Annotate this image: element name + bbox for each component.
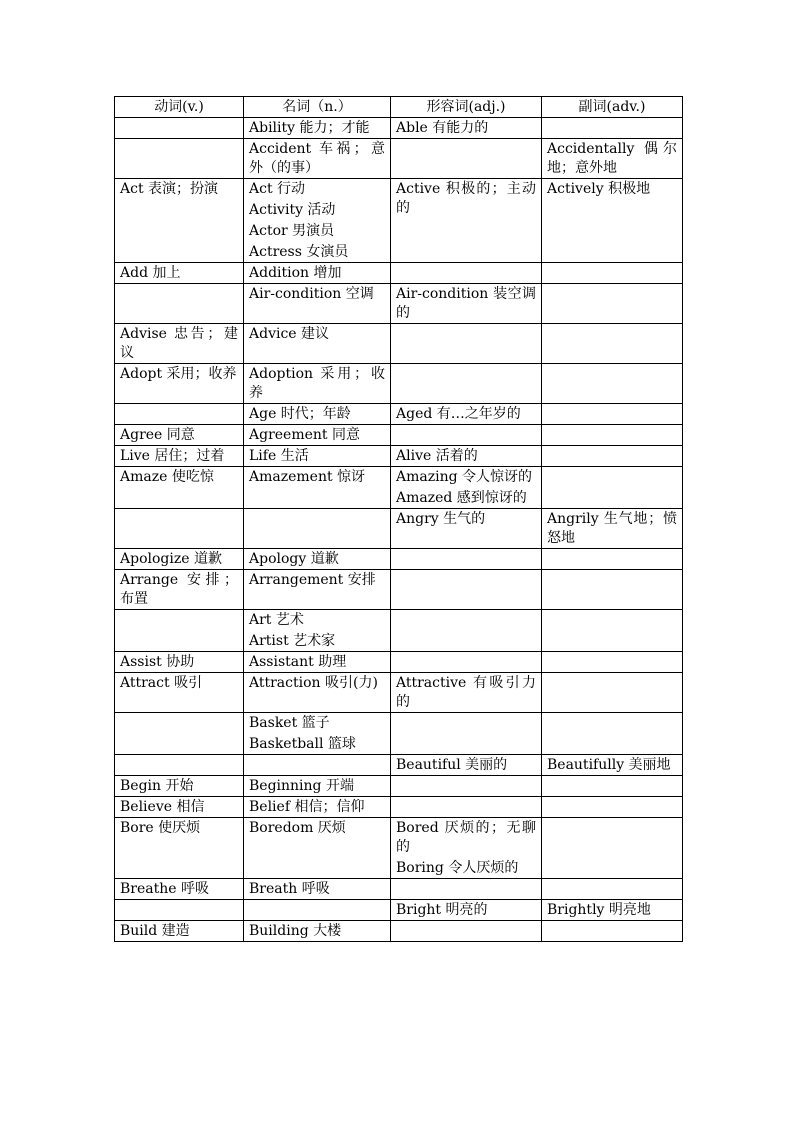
adjective-cell xyxy=(391,509,542,549)
word-entry: Breathe 呼吸 xyxy=(120,881,209,897)
verb-cell xyxy=(115,818,244,879)
noun-cell xyxy=(244,776,391,797)
table-row xyxy=(115,713,683,755)
table-row xyxy=(115,425,683,446)
noun-cell xyxy=(244,324,391,364)
word-entry: Attract 吸引 xyxy=(120,675,203,691)
adjective-cell xyxy=(391,610,542,652)
noun-cell xyxy=(244,404,391,425)
adverb-cell xyxy=(542,610,683,652)
adjective-cell xyxy=(391,755,542,776)
verb-cell xyxy=(115,776,244,797)
table-row xyxy=(115,610,683,652)
header-adjective: 形容词(adj.) xyxy=(391,97,542,118)
adjective-cell xyxy=(391,900,542,921)
header-row xyxy=(115,97,683,118)
header-verb: 动词(v.) xyxy=(115,97,244,118)
adjective-cell xyxy=(391,446,542,467)
table-row xyxy=(115,509,683,549)
adjective-cell xyxy=(391,818,542,879)
word-entry: Angry 生气的 xyxy=(396,511,486,527)
word-entry: Building 大楼 xyxy=(249,923,342,939)
adjective-cell xyxy=(391,179,542,263)
adverb-cell xyxy=(542,509,683,549)
word-entry: Bore 使厌烦 xyxy=(120,820,201,836)
word-entry: Attractive 有吸引力的 xyxy=(396,675,536,710)
table-row xyxy=(115,446,683,467)
adjective-cell xyxy=(391,284,542,324)
verb-cell xyxy=(115,755,244,776)
word-entry: Act 表演；扮演 xyxy=(120,181,219,197)
table-row xyxy=(115,879,683,900)
adverb-cell xyxy=(542,570,683,610)
adverb-cell xyxy=(542,467,683,509)
word-entry: Arrange 安排；布置 xyxy=(120,572,238,607)
word-entry: Basketball 篮球 xyxy=(249,736,356,752)
adverb-cell xyxy=(542,139,683,179)
word-entry: Art 艺术 xyxy=(249,612,304,628)
adverb-cell xyxy=(542,921,683,942)
word-entry: Amazing 令人惊讶的 xyxy=(396,469,533,485)
verb-cell xyxy=(115,118,244,139)
word-entry: Believe 相信 xyxy=(120,799,205,815)
adverb-cell xyxy=(542,818,683,879)
word-entry: Actor 男演员 xyxy=(249,223,335,239)
table-row xyxy=(115,139,683,179)
adjective-cell xyxy=(391,713,542,755)
adjective-cell xyxy=(391,425,542,446)
noun-cell xyxy=(244,467,391,509)
noun-cell xyxy=(244,652,391,673)
word-entry: Build 建造 xyxy=(120,923,190,939)
noun-cell xyxy=(244,673,391,713)
adverb-cell xyxy=(542,364,683,404)
word-entry: Amaze 使吃惊 xyxy=(120,469,214,485)
verb-cell xyxy=(115,549,244,570)
word-entry: Arrangement 安排 xyxy=(249,572,376,588)
adjective-cell xyxy=(391,467,542,509)
word-entry: Beginning 开端 xyxy=(249,778,354,794)
word-entry: Actively 积极地 xyxy=(547,181,651,197)
adjective-cell xyxy=(391,139,542,179)
table-row xyxy=(115,324,683,364)
table-row xyxy=(115,284,683,324)
word-forms-table xyxy=(114,96,683,942)
word-entry: Bright 明亮的 xyxy=(396,902,488,918)
adjective-cell xyxy=(391,549,542,570)
adverb-cell xyxy=(542,797,683,818)
table-row xyxy=(115,263,683,284)
vocabulary-page xyxy=(114,96,682,942)
verb-cell xyxy=(115,139,244,179)
verb-cell xyxy=(115,324,244,364)
adjective-cell xyxy=(391,404,542,425)
verb-cell xyxy=(115,404,244,425)
word-entry: Able 有能力的 xyxy=(396,120,489,136)
noun-cell xyxy=(244,446,391,467)
adverb-cell xyxy=(542,284,683,324)
word-entry: Active 积极的；主动的 xyxy=(396,181,536,216)
word-entry: Live 居住；过着 xyxy=(120,448,225,464)
word-entry: Ability 能力；才能 xyxy=(249,120,370,136)
word-entry: Air-condition 装空调的 xyxy=(396,286,536,321)
adverb-cell xyxy=(542,900,683,921)
word-entry: Actress 女演员 xyxy=(249,244,349,260)
word-entry: Air-condition 空调 xyxy=(249,286,374,302)
word-entry: Artist 艺术家 xyxy=(249,633,336,649)
verb-cell xyxy=(115,921,244,942)
noun-cell xyxy=(244,425,391,446)
header-adverb: 副词(adv.) xyxy=(542,97,683,118)
word-entry: Begin 开始 xyxy=(120,778,194,794)
word-entry: Act 行动 xyxy=(249,181,306,197)
noun-cell xyxy=(244,818,391,879)
word-entry: Attraction 吸引(力) xyxy=(249,675,378,691)
adverb-cell xyxy=(542,324,683,364)
noun-cell xyxy=(244,713,391,755)
noun-cell xyxy=(244,900,391,921)
word-entry: Apologize 道歉 xyxy=(120,551,222,567)
verb-cell xyxy=(115,425,244,446)
table-row xyxy=(115,900,683,921)
word-entry: Amazement 惊讶 xyxy=(249,469,366,485)
verb-cell xyxy=(115,900,244,921)
table-row xyxy=(115,921,683,942)
adverb-cell xyxy=(542,425,683,446)
noun-cell xyxy=(244,549,391,570)
word-entry: Assist 协助 xyxy=(120,654,195,670)
table-row xyxy=(115,467,683,509)
verb-cell xyxy=(115,879,244,900)
word-entry: Amazed 感到惊讶的 xyxy=(396,490,527,506)
word-entry: Agree 同意 xyxy=(120,427,195,443)
word-entry: Add 加上 xyxy=(120,265,181,281)
verb-cell xyxy=(115,610,244,652)
verb-cell xyxy=(115,284,244,324)
table-row xyxy=(115,652,683,673)
table-row xyxy=(115,570,683,610)
adverb-cell xyxy=(542,652,683,673)
word-entry: Boring 令人厌烦的 xyxy=(396,860,519,876)
table-row xyxy=(115,179,683,263)
table-row xyxy=(115,797,683,818)
noun-cell xyxy=(244,921,391,942)
table-row xyxy=(115,755,683,776)
word-entry: Basket 篮子 xyxy=(249,715,330,731)
word-entry: Addition 增加 xyxy=(249,265,342,281)
noun-cell xyxy=(244,364,391,404)
verb-cell xyxy=(115,570,244,610)
word-entry: Brightly 明亮地 xyxy=(547,902,651,918)
adverb-cell xyxy=(542,446,683,467)
adjective-cell xyxy=(391,263,542,284)
adverb-cell xyxy=(542,879,683,900)
adverb-cell xyxy=(542,179,683,263)
adjective-cell xyxy=(391,879,542,900)
word-entry: Apology 道歉 xyxy=(249,551,339,567)
noun-cell xyxy=(244,284,391,324)
table-row xyxy=(115,549,683,570)
adverb-cell xyxy=(542,549,683,570)
adverb-cell xyxy=(542,404,683,425)
word-entry: Aged 有…之年岁的 xyxy=(396,406,521,422)
adverb-cell xyxy=(542,118,683,139)
word-entry: Accident 车祸；意外（的事） xyxy=(249,141,385,176)
noun-cell xyxy=(244,263,391,284)
word-entry: Alive 活着的 xyxy=(396,448,478,464)
word-entry: Beautiful 美丽的 xyxy=(396,757,508,773)
verb-cell xyxy=(115,364,244,404)
adjective-cell xyxy=(391,364,542,404)
noun-cell xyxy=(244,509,391,549)
table-row xyxy=(115,818,683,879)
adjective-cell xyxy=(391,921,542,942)
table-row xyxy=(115,776,683,797)
word-entry: Agreement 同意 xyxy=(249,427,360,443)
verb-cell xyxy=(115,509,244,549)
adjective-cell xyxy=(391,776,542,797)
noun-cell xyxy=(244,879,391,900)
word-entry: Assistant 助理 xyxy=(249,654,347,670)
table-row xyxy=(115,673,683,713)
word-entry: Activity 活动 xyxy=(249,202,336,218)
word-entry: Advice 建议 xyxy=(249,326,330,342)
adverb-cell xyxy=(542,673,683,713)
verb-cell xyxy=(115,446,244,467)
word-entry: Adopt 采用；收养 xyxy=(120,366,237,382)
adverb-cell xyxy=(542,263,683,284)
verb-cell xyxy=(115,263,244,284)
noun-cell xyxy=(244,179,391,263)
verb-cell xyxy=(115,467,244,509)
noun-cell xyxy=(244,797,391,818)
verb-cell xyxy=(115,179,244,263)
word-entry: Boredom 厌烦 xyxy=(249,820,346,836)
word-entry: Age 时代；年龄 xyxy=(249,406,351,422)
table-body xyxy=(115,118,683,942)
table-row xyxy=(115,364,683,404)
adjective-cell xyxy=(391,797,542,818)
noun-cell xyxy=(244,610,391,652)
header-noun: 名词（n.） xyxy=(244,97,391,118)
word-entry: Life 生活 xyxy=(249,448,309,464)
word-entry: Beautifully 美丽地 xyxy=(547,757,671,773)
noun-cell xyxy=(244,755,391,776)
table-row xyxy=(115,118,683,139)
verb-cell xyxy=(115,652,244,673)
adjective-cell xyxy=(391,570,542,610)
adverb-cell xyxy=(542,755,683,776)
adjective-cell xyxy=(391,673,542,713)
verb-cell xyxy=(115,673,244,713)
noun-cell xyxy=(244,139,391,179)
verb-cell xyxy=(115,713,244,755)
adjective-cell xyxy=(391,652,542,673)
word-entry: Bored 厌烦的；无聊的 xyxy=(396,820,536,855)
word-entry: Angrily 生气地；愤怒地 xyxy=(547,511,677,546)
noun-cell xyxy=(244,118,391,139)
word-entry: Belief 相信；信仰 xyxy=(249,799,365,815)
verb-cell xyxy=(115,797,244,818)
adjective-cell xyxy=(391,324,542,364)
adverb-cell xyxy=(542,776,683,797)
adjective-cell xyxy=(391,118,542,139)
adverb-cell xyxy=(542,713,683,755)
table-row xyxy=(115,404,683,425)
noun-cell xyxy=(244,570,391,610)
word-entry: Advise 忠告；建议 xyxy=(120,326,238,361)
word-entry: Adoption 采用；收养 xyxy=(249,366,385,401)
word-entry: Accidentally 偶尔地；意外地 xyxy=(547,141,677,176)
word-entry: Breath 呼吸 xyxy=(249,881,330,897)
